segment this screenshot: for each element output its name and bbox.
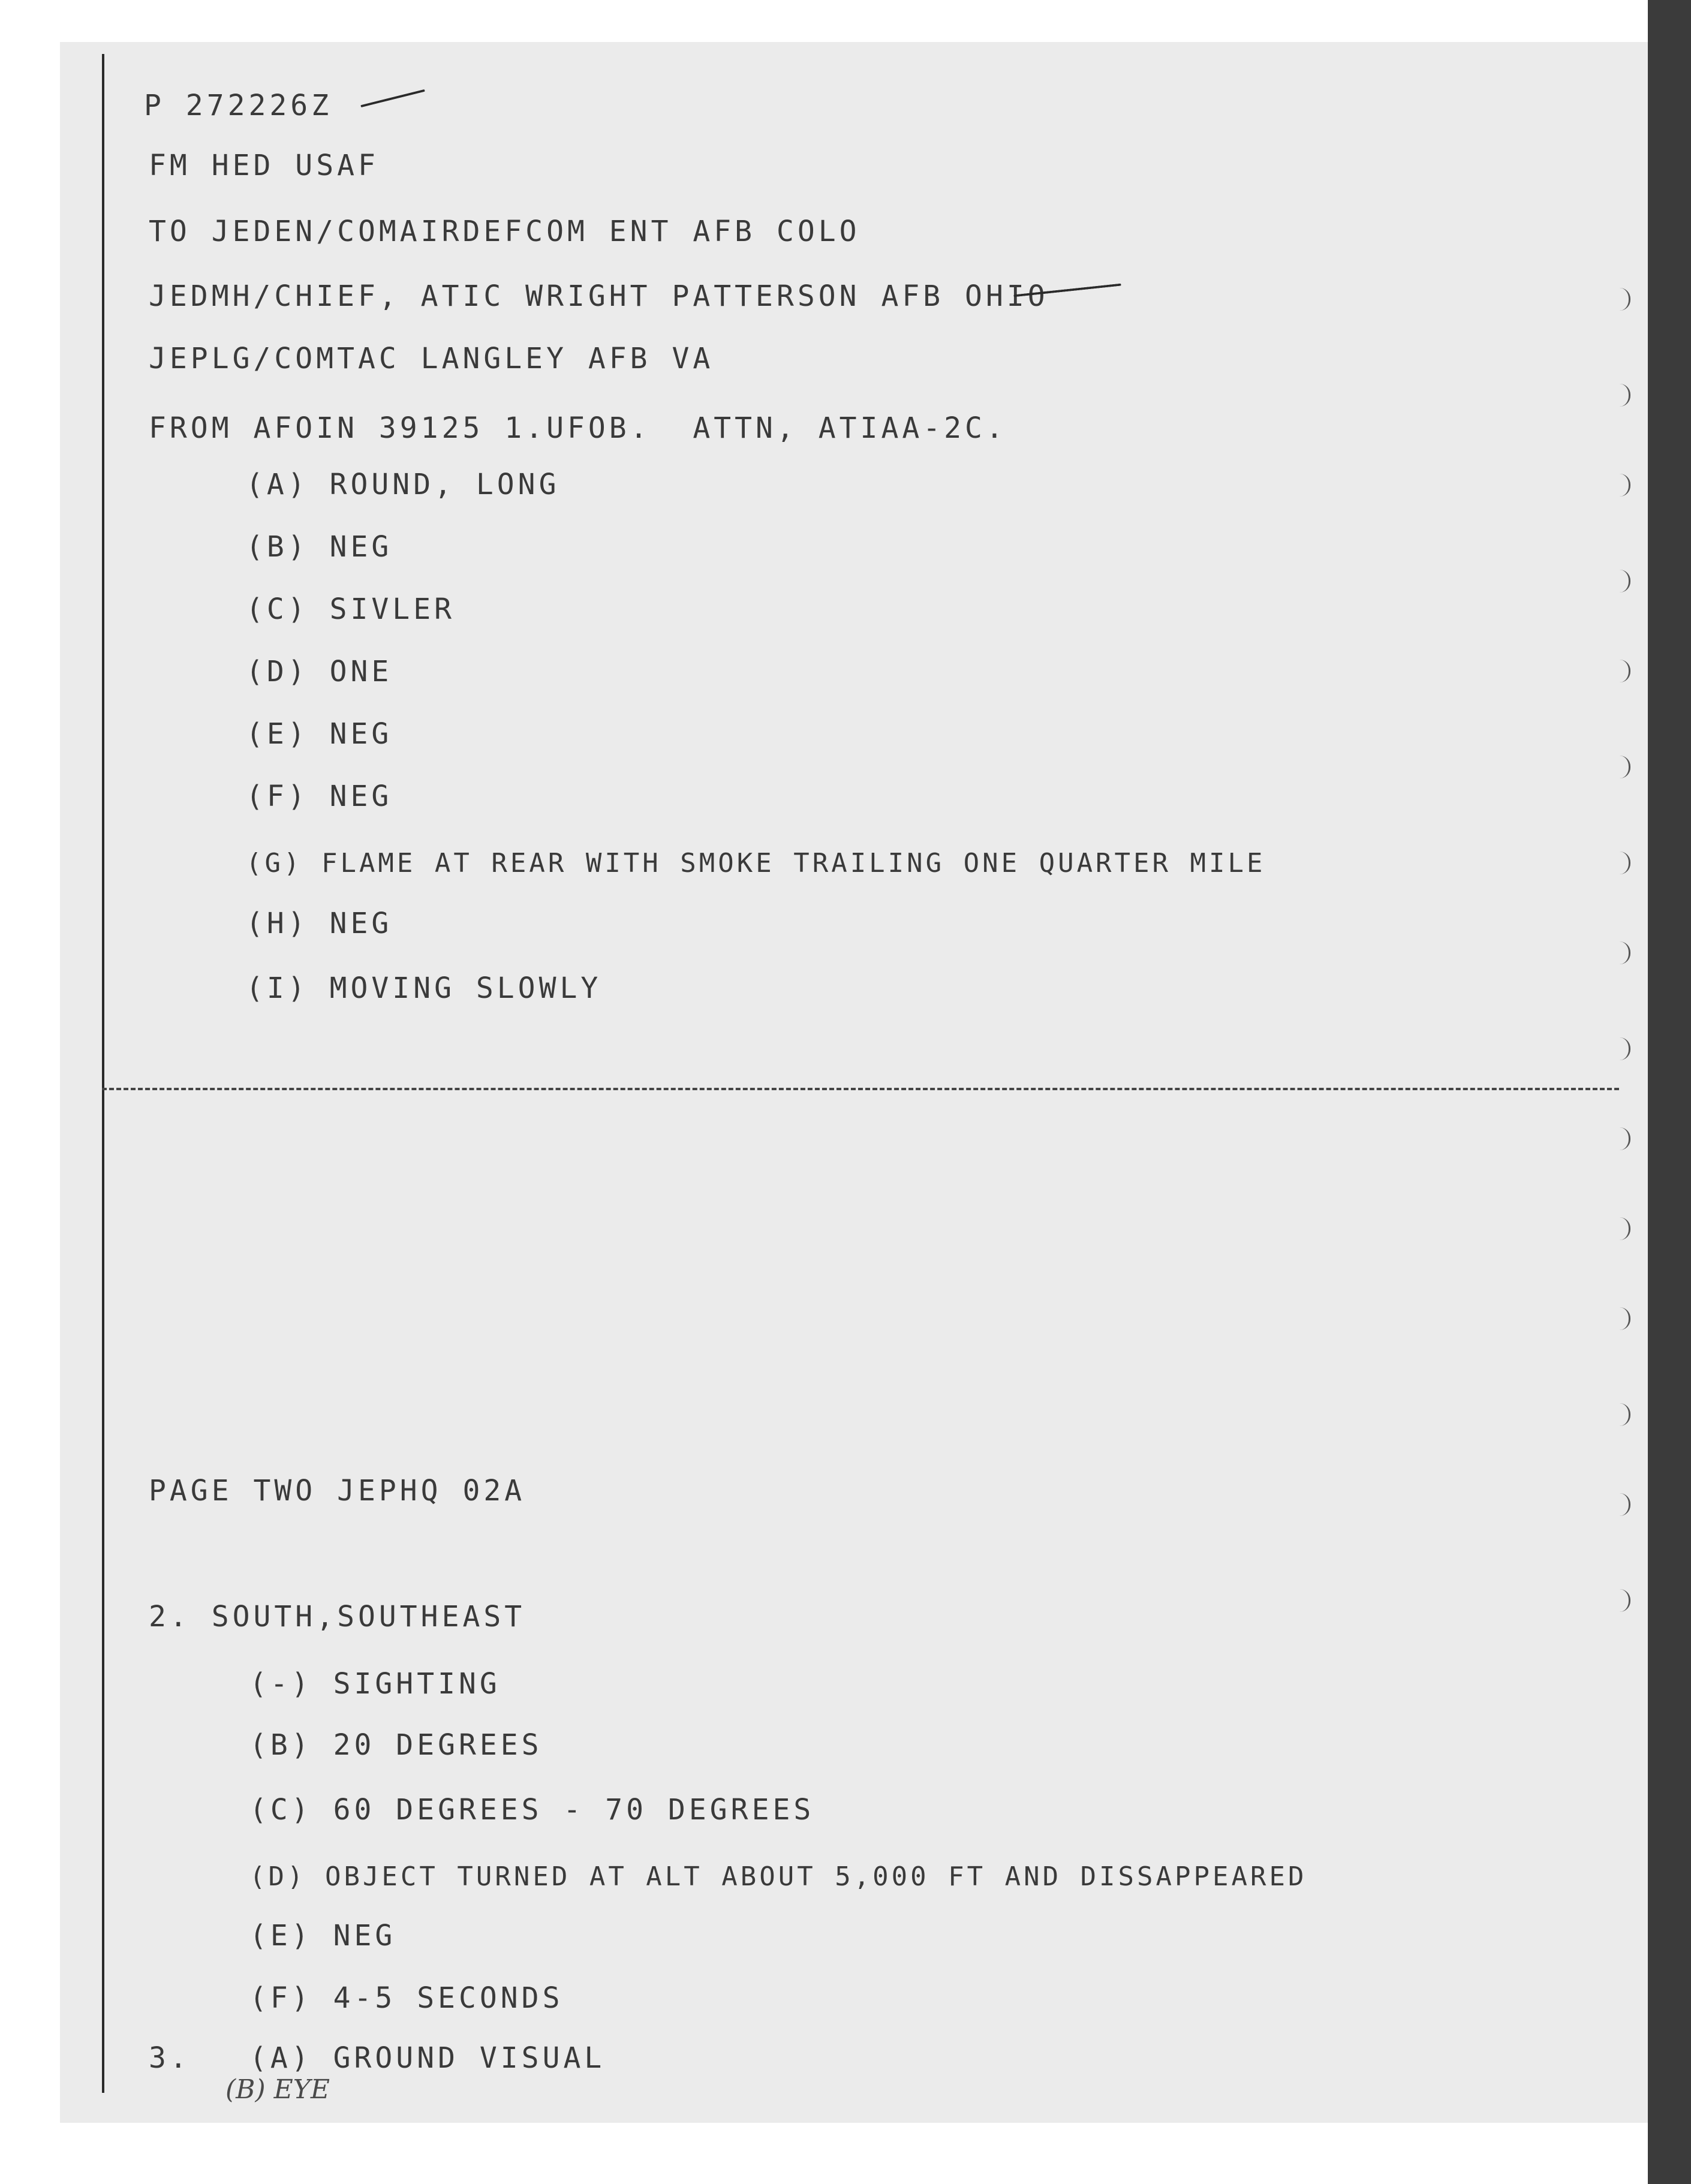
edge-mark (1614, 1127, 1630, 1150)
item-1c: (C) SIVLER (246, 592, 455, 626)
item-2c: (C) 60 DEGREES - 70 DEGREES (249, 1793, 815, 1827)
item-2e: (E) NEG (249, 1919, 396, 1953)
item-2f: (F) 4-5 SECONDS (249, 1981, 564, 2015)
edge-mark (1614, 1037, 1630, 1060)
item-2d: (D) OBJECT TURNED AT ALT ABOUT 5,000 FT AND DISSAPPEARED (249, 1861, 1307, 1892)
edge-mark (1614, 1307, 1630, 1330)
precedence-dtg: P 272226Z (144, 89, 333, 122)
item-1g: (G) FLAME AT REAR WITH SMOKE TRAILING ONE QUARTER MILE (246, 848, 1266, 879)
scan-shadow-right (1648, 0, 1691, 2184)
edge-mark (1614, 756, 1630, 778)
edge-mark (1614, 941, 1630, 964)
item-2b: (B) 20 DEGREES (249, 1728, 543, 1762)
edge-mark (1614, 570, 1630, 592)
edge-mark (1614, 288, 1630, 311)
edge-mark (1614, 1589, 1630, 1612)
item-3a: (A) GROUND VISUAL (249, 2041, 606, 2075)
item-1f: (F) NEG (246, 780, 393, 813)
edge-mark (1614, 1493, 1630, 1516)
section-3-number: 3. (149, 2041, 191, 2075)
item-2-sighting: (-) SIGHTING (249, 1667, 501, 1701)
reference-line: FROM AFOIN 39125 1.UFOB. ATTN, ATIAA-2C. (149, 411, 1007, 445)
page-two-header: PAGE TWO JEPHQ 02A (149, 1474, 526, 1508)
from-line: FM HED USAF (149, 149, 379, 182)
left-margin-rule (102, 54, 104, 2093)
item-1i: (I) MOVING SLOWLY (246, 971, 602, 1005)
to-line-atic: JEDMH/CHIEF, ATIC WRIGHT PATTERSON AFB OHIO (149, 279, 1049, 313)
item-1h: (H) NEG (246, 907, 393, 940)
sprocket-edge-marks (1601, 288, 1637, 2087)
item-1b: (B) NEG (246, 530, 393, 564)
edge-mark (1614, 384, 1630, 407)
section-2-heading: 2. SOUTH,SOUTHEAST (149, 1600, 526, 1634)
fold-perforation-line (102, 1088, 1619, 1090)
edge-mark (1614, 474, 1630, 497)
item-1e: (E) NEG (246, 717, 393, 751)
to-line-comtac: JEPLG/COMTAC LANGLEY AFB VA (149, 342, 714, 375)
to-line-comairdefcom: TO JEDEN/COMAIRDEFCOM ENT AFB COLO (149, 215, 860, 248)
item-1d: (D) ONE (246, 655, 393, 688)
item-1a: (A) ROUND, LONG (246, 468, 560, 501)
edge-mark (1614, 1217, 1630, 1240)
edge-mark (1614, 1403, 1630, 1426)
edge-mark (1614, 660, 1630, 682)
edge-mark (1614, 852, 1630, 874)
item-3b-handwritten: (B) EYE (225, 2074, 330, 2105)
